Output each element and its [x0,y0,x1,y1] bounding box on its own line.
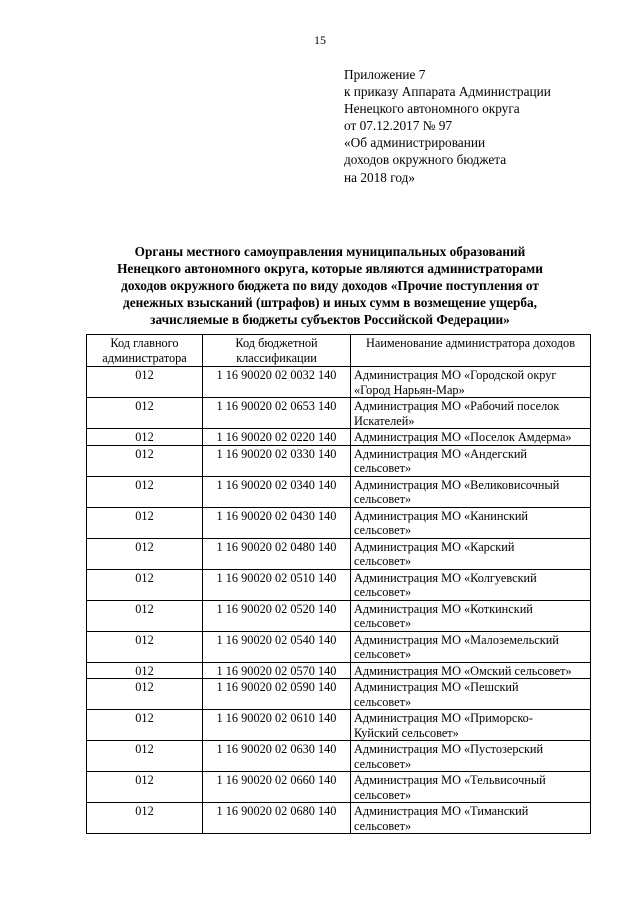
budget-code-cell: 1 16 90020 02 0590 140 [203,679,351,710]
budget-code-cell: 1 16 90020 02 0540 140 [203,631,351,662]
appendix-line: «Об администрировании [344,135,486,151]
table-row [87,507,591,538]
budget-code-cell: 1 16 90020 02 0480 140 [203,538,351,569]
page-number: 15 [314,33,326,47]
admin-name-cell [351,429,591,446]
admin-name-cell [351,662,591,679]
admin-name-cell [351,476,591,507]
admin-name-line: Администрация МО «Андегский [354,446,527,461]
budget-code-cell: 1 16 90020 02 0510 140 [203,569,351,600]
admin-name-line: Администрация МО «Великовисочный [354,477,560,492]
table-row [87,569,591,600]
admin-name-cell [351,398,591,429]
admin-name-line: сельсовет» [354,461,412,475]
admin-code-cell: 012 [87,631,203,662]
admin-code-cell: 012 [87,710,203,741]
document-title [60,243,600,328]
admin-code-cell: 012 [87,507,203,538]
admin-name-line: Администрация МО «Рабочий поселок [354,399,560,413]
admin-code-cell: 012 [87,600,203,631]
budget-code-cell: 1 16 90020 02 0032 140 [203,367,351,398]
admin-name-line: сельсовет» [354,585,412,599]
admin-name-cell [351,741,591,772]
appendix-line: Ненецкого автономного округа [344,101,520,117]
table-row [87,429,591,446]
admin-name-cell [351,367,591,398]
admin-name-line: сельсовет» [354,616,412,630]
admin-name-line: Искателей» [354,413,415,428]
table-row [87,367,591,398]
appendix-line: Приложение 7 [344,67,426,82]
admin-code-cell: 012 [87,679,203,710]
appendix-line: к приказу Аппарата Администрации [344,84,551,100]
table-body [87,367,591,834]
table-row [87,476,591,507]
budget-code-cell: 1 16 90020 02 0330 140 [203,445,351,476]
title-line: доходов окружного бюджета по виду доходов «Прочие поступления от [121,278,539,293]
budget-code-cell: 1 16 90020 02 0340 140 [203,476,351,507]
budget-code-cell: 1 16 90020 02 0653 140 [203,398,351,429]
budget-code-cell: 1 16 90020 02 0630 140 [203,741,351,772]
table-row [87,398,591,429]
budget-code-cell: 1 16 90020 02 0660 140 [203,772,351,803]
admin-code-cell: 012 [87,741,203,772]
admin-name-line: Администрация МО «Карский [354,539,515,554]
admin-name-line: Администрация МО «Колгуевский [354,570,537,585]
title-line: Органы местного самоуправления муниципальных образований [134,244,526,259]
admin-code-cell: 012 [87,662,203,679]
admin-name-cell [351,538,591,569]
table-row [87,741,591,772]
admin-name-line: сельсовет» [354,492,412,506]
appendix-line: доходов окружного бюджета [344,152,507,168]
admin-name-cell [351,710,591,741]
admin-name-line: Администрация МО «Канинский [354,508,529,523]
appendix-header [344,66,624,186]
title-line: денежных взысканий (штрафов) и иных сумм в возмещение ущерба, [122,295,538,310]
administrators-table [86,334,591,834]
header-admin-name: Наименование администратора доходов [351,335,591,367]
title-line: Ненецкого автономного округа, которые являются администраторами [117,261,543,276]
admin-name-cell [351,569,591,600]
title-line: зачисляемые в бюджеты субъектов Российской Федерации» [150,312,510,327]
admin-code-cell: 012 [87,538,203,569]
table-header-row [87,335,591,367]
header-budget-code: Код бюджетной классификации [203,335,351,367]
admin-name-line: Администрация МО «Коткинский [354,601,533,616]
budget-code-cell: 1 16 90020 02 0430 140 [203,507,351,538]
admin-code-cell: 012 [87,772,203,803]
admin-code-cell: 012 [87,476,203,507]
admin-name-line: Администрация МО «Приморско- [354,711,533,725]
admin-name-cell [351,445,591,476]
admin-name-line: сельсовет» [354,787,412,802]
admin-name-line: Куйский сельсовет» [354,725,459,740]
admin-name-cell [351,679,591,710]
table-row [87,600,591,631]
header-admin-code: Код главного администратора [87,335,203,367]
admin-name-line: Администрация МО «Тиманский [354,804,529,818]
admin-code-cell: 012 [87,367,203,398]
admin-name-line: сельсовет» [354,694,412,709]
admin-code-cell: 012 [87,398,203,429]
table-row [87,710,591,741]
admin-name-line: сельсовет» [354,647,412,661]
admin-name-line: Администрация МО «Малоземельский [354,632,559,647]
budget-code-cell: 1 16 90020 02 0220 140 [203,429,351,446]
budget-code-cell: 1 16 90020 02 0570 140 [203,662,351,679]
admin-name-cell [351,631,591,662]
budget-code-cell: 1 16 90020 02 0610 140 [203,710,351,741]
admin-name-line: Администрация МО «Омский сельсовет» [354,663,572,678]
admin-name-cell [351,600,591,631]
admin-name-line: «Город Нарьян-Мар» [354,382,465,397]
admin-code-cell: 012 [87,445,203,476]
admin-name-line: Администрация МО «Пешский [354,680,519,694]
budget-code-cell: 1 16 90020 02 0680 140 [203,803,351,834]
table-row [87,679,591,710]
table-row [87,631,591,662]
table-row [87,803,591,834]
admin-name-cell [351,772,591,803]
budget-code-cell: 1 16 90020 02 0520 140 [203,600,351,631]
admin-code-cell: 012 [87,429,203,446]
admin-name-line: сельсовет» [354,554,412,568]
admin-name-line: Администрация МО «Тельвисочный [354,773,546,787]
admin-name-line: Администрация МО «Пустозерский [354,742,544,756]
admin-code-cell: 012 [87,569,203,600]
table-row [87,772,591,803]
admin-name-line: сельсовет» [354,756,412,771]
appendix-line: от 07.12.2017 № 97 [344,118,453,134]
admin-name-line: Администрация МО «Поселок Амдерма» [354,430,572,444]
table-row [87,445,591,476]
admin-name-line: сельсовет» [354,818,412,833]
appendix-line: на 2018 год» [344,169,416,185]
table-row [87,538,591,569]
admin-name-cell [351,803,591,834]
admin-name-line: сельсовет» [354,523,412,537]
admin-name-cell [351,507,591,538]
admin-code-cell: 012 [87,803,203,834]
table-row [87,662,591,679]
admin-name-line: Администрация МО «Городской округ [354,368,557,382]
